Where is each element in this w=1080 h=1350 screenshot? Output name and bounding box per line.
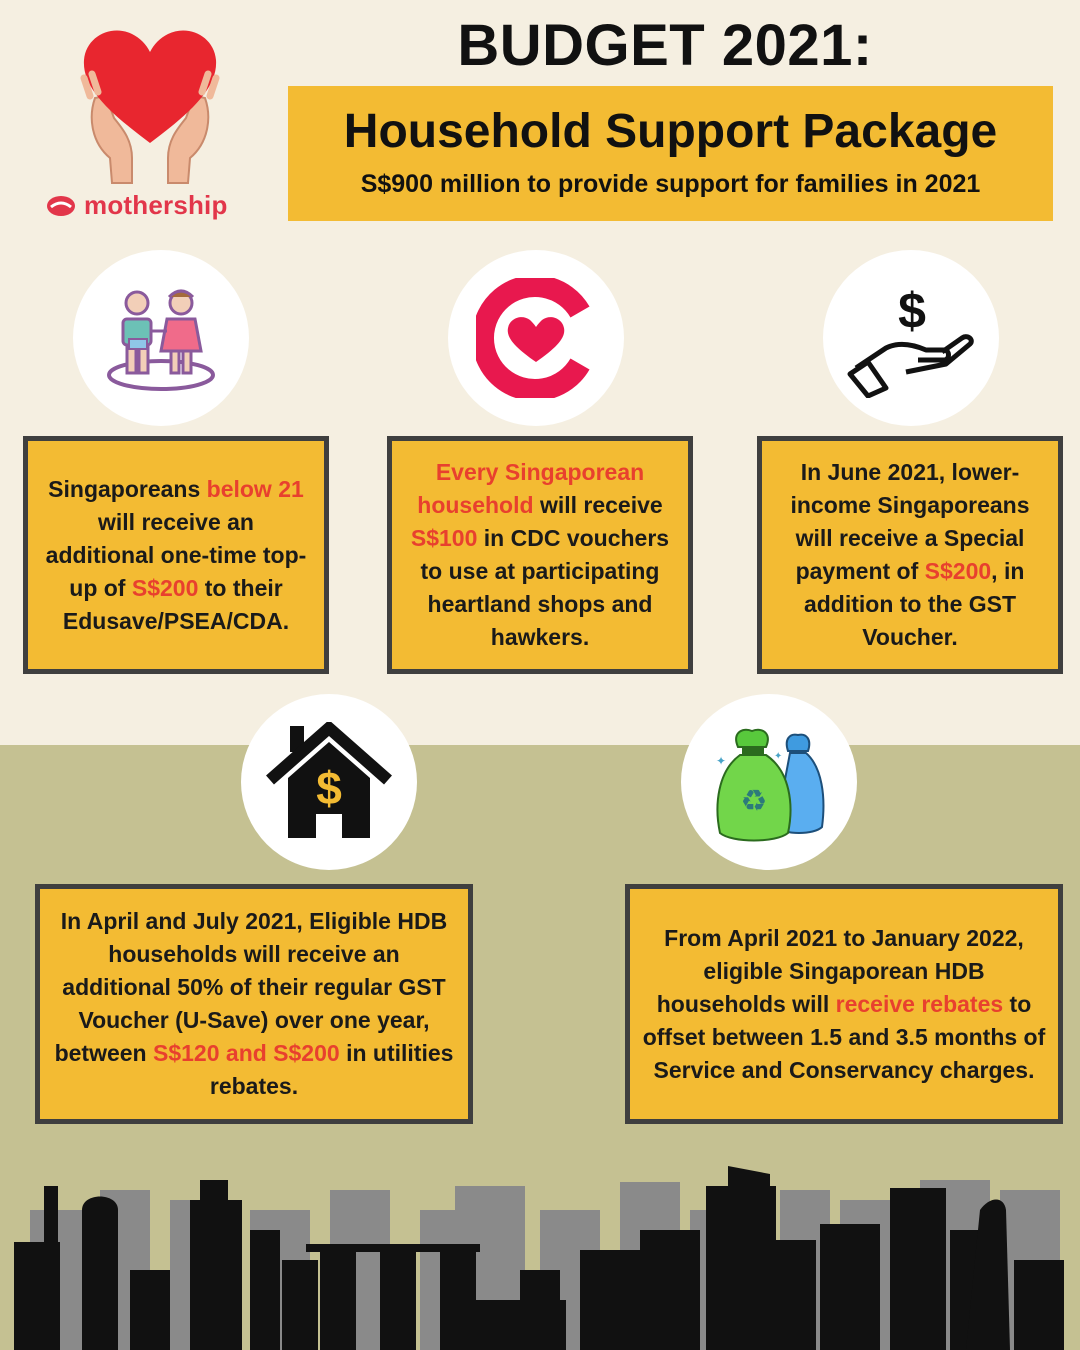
recycle-bags-icon [704,717,834,847]
svg-text:♻: ♻ [740,784,768,819]
hand-dollar-icon [846,278,976,398]
children-icon [101,283,221,393]
card-text-segment: In June 2021, lower-income Singaporeans will receive a Special payment of [790,459,1030,584]
card-text-segment: will receive an additional one-time top-up of [45,508,307,601]
info-card-cdc-vouchers [387,436,693,674]
children-icon-circle [73,250,249,426]
brand-name-text: mothership [84,190,228,220]
card-text-segment: , in addition to the GST Voucher. [803,558,1025,650]
highlight-text: S$200 [924,558,992,584]
card-text-segment: will receive [533,492,663,518]
city-skyline-icon [0,1150,1080,1350]
card-text-segment: In April and July 2021, Eligible HDB households will receive an additional 50% of their regular GST Voucher (U-Save) over one year, between [54,908,448,1066]
brand-name [46,190,228,221]
mothership-logo-icon [46,193,76,215]
card-text-segment: Singaporeans [48,475,207,502]
info-card-youth-topup [23,436,329,674]
highlight-text: receive rebates [835,990,1004,1017]
hand-dollar-icon-circle [823,250,999,426]
house-dollar-icon [264,722,394,842]
svg-text:$: $ [898,283,926,339]
heart-in-hands-icon [40,18,260,188]
highlight-text: below 21 [206,475,304,502]
card-text [44,473,308,638]
card-text-segment: in utilities rebates. [209,1040,454,1099]
house-icon-circle [241,694,417,870]
svg-text:✦: ✦ [774,751,783,762]
card-text [408,456,672,654]
svg-text:$: $ [316,762,342,814]
banner-subtitle: S$900 million to provide support for families in 2021 [360,170,981,198]
card-text-segment: in CDC vouchers to use at participating heartland shops and hawkers. [420,525,670,650]
card-text [52,905,456,1103]
cdc-heart-icon [476,278,596,398]
highlight-text: Every Singaporean household [417,459,645,518]
info-card-sc-rebates [625,884,1063,1124]
info-card-special-payment [757,436,1063,674]
card-text-segment: to their Edusave/PSEA/CDA. [62,574,290,634]
title-banner [288,86,1053,221]
highlight-text: S$120 and S$200 [153,1040,340,1066]
svg-text:✦: ✦ [716,754,727,768]
info-card-usave-rebates [35,884,473,1124]
page-title: BUDGET 2021: [457,13,873,78]
card-text [642,922,1046,1087]
card-text-segment: to offset between 1.5 and 3.5 months of Service and Conservancy charges. [642,990,1046,1083]
card-text-segment: From April 2021 to January 2022, eligible Singaporean HDB households will [656,924,1024,1017]
cdc-icon-circle [448,250,624,426]
banner-title: Household Support Package [343,105,998,158]
bags-icon-circle [681,694,857,870]
highlight-text: S$100 [410,525,478,551]
highlight-text: S$200 [131,574,199,601]
card-text [778,456,1042,654]
